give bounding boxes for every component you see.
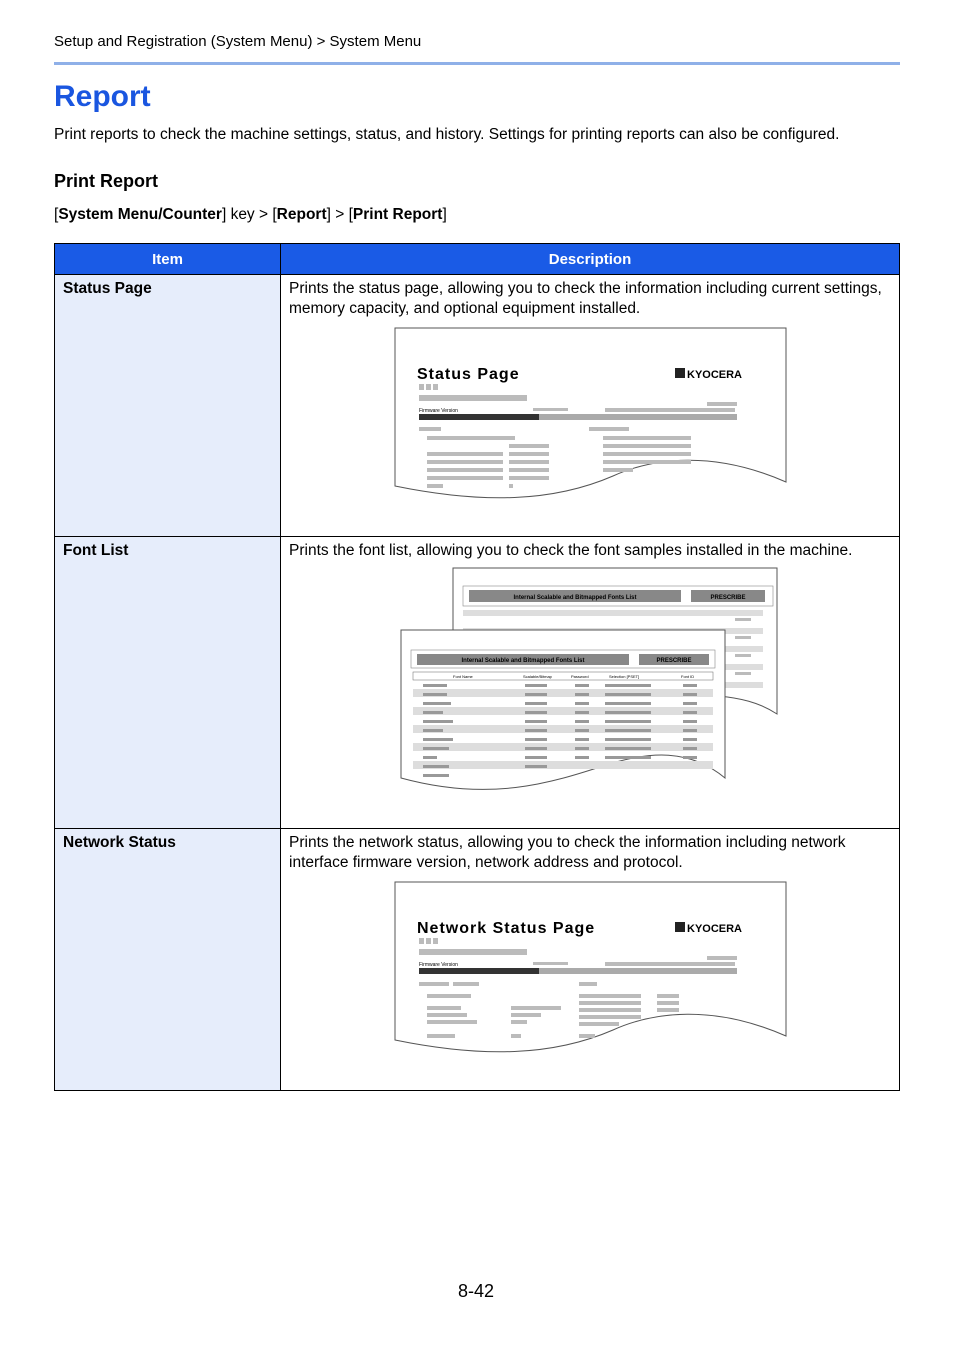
intro-text: Print reports to check the machine settings, status, and history. Settings for printing reports can also be configured. bbox=[54, 126, 840, 143]
table-row bbox=[55, 275, 900, 537]
header-description: Description bbox=[281, 244, 900, 275]
description-font-list: Prints the font list, allowing you to check the font samples installed in the machine. bbox=[289, 542, 853, 559]
menu-report: Report bbox=[276, 206, 327, 223]
svg-text:Scalable/Bitmap: Scalable/Bitmap bbox=[523, 674, 552, 679]
font-list-title: Internal Scalable and Bitmapped Fonts List bbox=[461, 658, 585, 664]
svg-text:Internal Scalable and Bitmappe: Internal Scalable and Bitmapped Fonts List bbox=[513, 595, 637, 601]
print-report-table bbox=[54, 243, 900, 1091]
svg-text:KYOCERA: KYOCERA bbox=[687, 923, 743, 935]
status-page-illustration bbox=[393, 326, 789, 510]
table-row bbox=[55, 829, 900, 1091]
header-divider bbox=[54, 62, 900, 65]
network-status-page-title: Network Status Page bbox=[417, 920, 596, 937]
firmware-label: Firmware Version bbox=[419, 962, 458, 968]
svg-text:Font Name: Font Name bbox=[453, 674, 473, 679]
status-page-title: Status Page bbox=[417, 366, 520, 383]
menu-navigation-path: [System Menu/Counter] key > [Report] > [Print Report] bbox=[54, 206, 447, 223]
item-font-list: Font List bbox=[55, 537, 281, 829]
description-status-page: Prints the status page, allowing you to check the information including current settings, memory capacity, and optional equipment installed. bbox=[289, 280, 882, 317]
network-status-page-illustration bbox=[393, 880, 789, 1064]
svg-text:KYOCERA: KYOCERA bbox=[687, 369, 743, 381]
font-list-illustration bbox=[399, 566, 779, 800]
description-cell bbox=[281, 275, 900, 537]
section-title: Print Report bbox=[54, 171, 159, 191]
description-cell bbox=[281, 537, 900, 829]
breadcrumb: Setup and Registration (System Menu) > System Menu bbox=[54, 33, 422, 50]
item-network-status: Network Status bbox=[55, 829, 281, 1091]
svg-text:Password: Password bbox=[571, 674, 589, 679]
table-row bbox=[55, 537, 900, 829]
font-list-front-sheet bbox=[401, 630, 725, 789]
svg-text:Selection [PSET]: Selection [PSET] bbox=[609, 674, 640, 679]
firmware-label: Firmware Version bbox=[419, 408, 458, 414]
description-network-status: Prints the network status, allowing you to check the information including network interface firmware version, network address and protocol. bbox=[289, 834, 846, 871]
svg-text:Font ID: Font ID bbox=[681, 674, 695, 679]
description-cell bbox=[281, 829, 900, 1091]
table-header-row bbox=[55, 244, 900, 275]
page-number: 8-42 bbox=[458, 1281, 495, 1301]
item-status-page: Status Page bbox=[55, 275, 281, 537]
page-title: Report bbox=[54, 80, 151, 113]
key-system-menu: System Menu/Counter bbox=[58, 206, 222, 223]
svg-text:PRESCRIBE: PRESCRIBE bbox=[710, 595, 746, 601]
header-item: Item bbox=[55, 244, 281, 275]
prescribe-label: PRESCRIBE bbox=[656, 658, 692, 664]
menu-print-report: Print Report bbox=[352, 206, 443, 223]
